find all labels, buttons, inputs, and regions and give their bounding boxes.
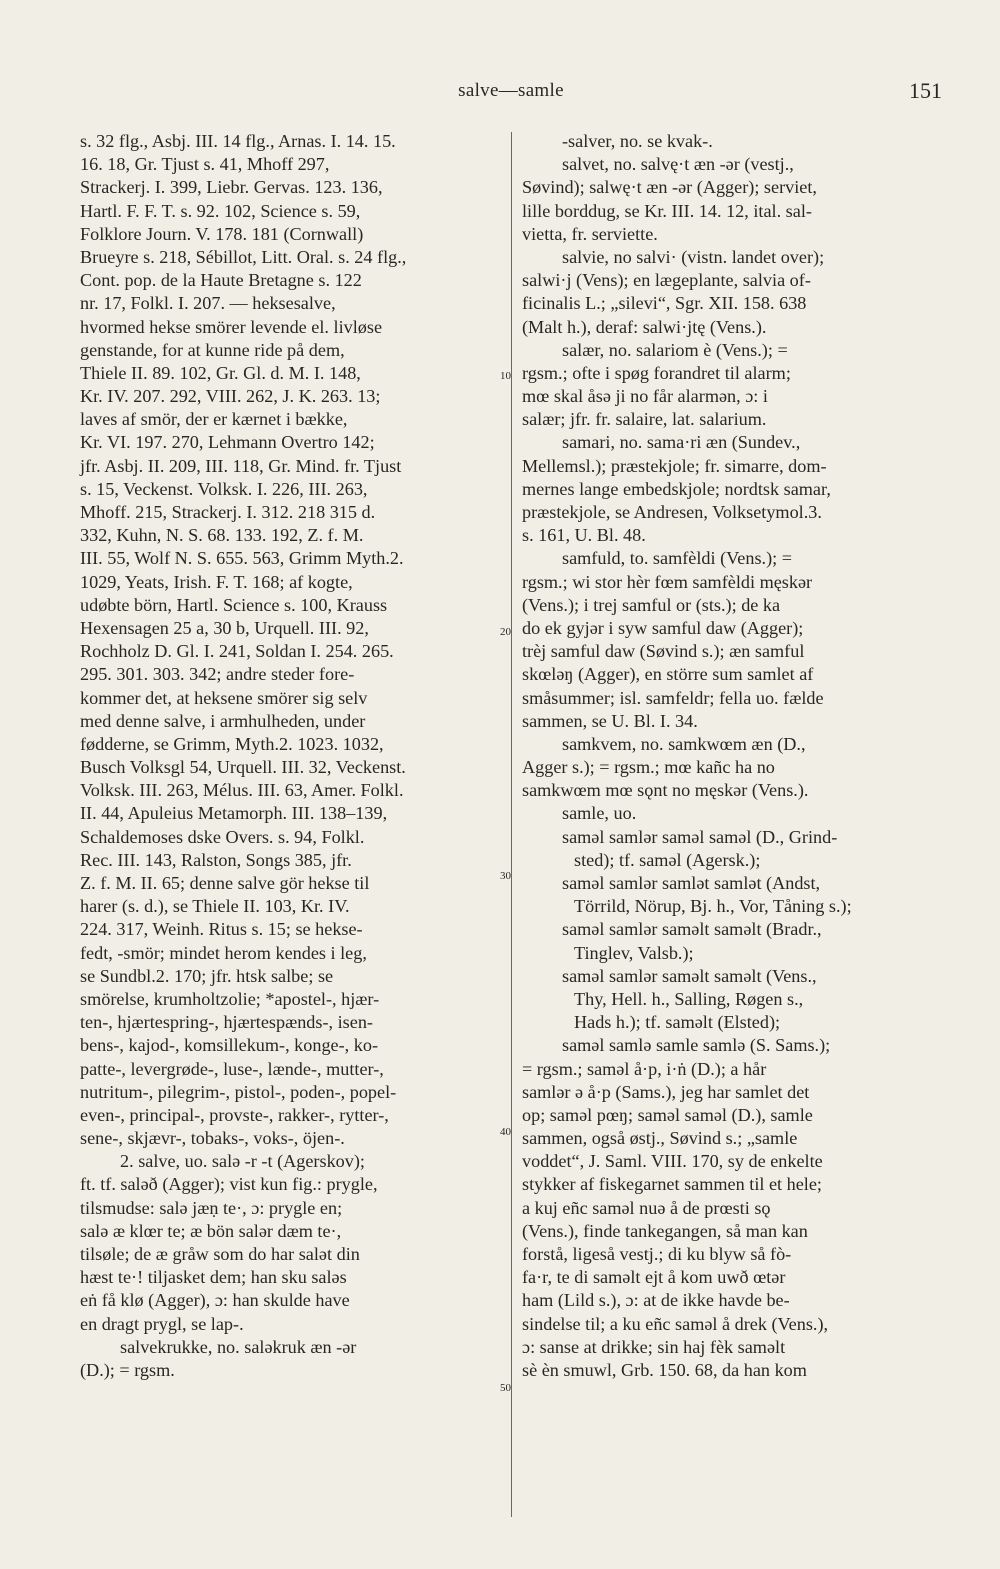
left-column-line: en dragt prygl, se lap-. <box>80 1313 244 1334</box>
left-column-line: 1029, Yeats, Irish. F. T. 168; af kogte, <box>80 571 353 592</box>
right-column-line: trèj samful daw (Søvind s.); æn samful <box>522 641 805 662</box>
left-column-line: Cont. pop. de la Haute Bretagne s. 122 <box>80 270 362 291</box>
right-column-line: småsummer; isl. samfeldr; fella uo. fælde <box>522 687 824 708</box>
line-marker-10: 10 <box>500 370 511 382</box>
column-divider <box>511 132 512 1517</box>
right-column-line: ficinalis L.; „silevi“, Sgr. XII. 158. 638 <box>522 293 807 314</box>
right-column-line: ɔ: sanse at drikke; sin haj fèk samәlt <box>522 1336 786 1357</box>
left-column-line: Schaldemoses dske Overs. s. 94, Folkl. <box>80 826 365 847</box>
left-column-line: tilsøle; de æ gråw som do har salət din <box>80 1244 360 1264</box>
right-column-line: saməl samlər saməlt saməlt (Vens., <box>562 965 817 986</box>
left-column-line: III. 55, Wolf N. S. 655. 563, Grimm Myth.2. <box>80 548 404 569</box>
right-column-line: samari, no. sama·ri æn (Sundev., <box>562 432 801 453</box>
right-column-line: præstekjole, se Andresen, Volksetymol.3. <box>522 502 822 522</box>
left-column-line: Brueyre s. 218, Sébillot, Litt. Oral. s. 24 flg., <box>80 246 407 267</box>
left-column-line: 224. 317, Weinh. Ritus s. 15; se hekse- <box>80 919 363 940</box>
page-number: 151 <box>909 78 942 103</box>
left-column-line: Folklore Journ. V. 178. 181 (Cornwall) <box>80 223 364 244</box>
left-column-line: harer (s. d.), se Thiele II. 103, Kr. IV. <box>80 896 350 917</box>
right-column-line: sè èn smuwl, Grb. 150. 68, da han kom <box>522 1359 807 1380</box>
right-column-line: = rgsm.; saməl å·p, i·ṅ (D.); a hår <box>522 1058 767 1079</box>
right-column-line: stykker af fiskegarnet sammen til et hele; <box>522 1174 822 1195</box>
right-column-line: Thy, Hell. h., Salling, Røgen s., <box>574 988 804 1009</box>
right-column-line: skœləŋ (Agger), en större sum samlet af <box>522 664 814 685</box>
left-column-line: nr. 17, Folkl. I. 207. — heksesalve, <box>80 293 336 314</box>
left-column-line: patte-, levergrøde-, luse-, lænde-, mutter-, <box>80 1058 384 1079</box>
right-column-line: samfuld, to. samfèldi (Vens.); = <box>562 548 792 569</box>
left-column-line: Thiele II. 89. 102, Gr. Gl. d. M. I. 148, <box>80 362 361 383</box>
left-column-line: salvekrukke, no. saləkruk æn -ər <box>120 1336 357 1357</box>
right-column-line: samlər ə å·p (Sams.), jeg har samlet det <box>522 1081 810 1102</box>
left-column-line: Z. f. M. II. 65; denne salve gör hekse til <box>80 873 370 893</box>
right-column-line: rgsm.; wi stor hèr fœm samfèldi męskər <box>522 571 813 592</box>
right-column-line: salwi·j (Vens); en lægeplante, salvia of- <box>522 270 811 291</box>
left-column-line: se Sundbl.2. 170; jfr. htsk salbe; se <box>80 965 334 986</box>
right-column-line: salær, no. salariom è (Vens.); = <box>562 339 788 360</box>
left-column-line: laves af smör, der er kærnet i bække, <box>80 409 348 430</box>
right-column-line: s. 161, U. Bl. 48. <box>522 525 646 546</box>
left-column-line: hvormed hekse smörer levende el. livløse <box>80 316 383 337</box>
right-column-line: saməl samlər saməlt saməlt (Bradr., <box>562 919 822 940</box>
left-column-line: s. 32 flg., Asbj. III. 14 flg., Arnas. I. 14. 15. <box>80 131 396 151</box>
left-column-line: even-, principal-, provste-, rakker-, rytter-, <box>80 1104 389 1125</box>
right-column-line: op; samәl pœŋ; samәl saməl (D.), samle <box>522 1104 813 1125</box>
right-column-line: sindelse til; a ku eñc saməl å drek (Vens.), <box>522 1313 829 1334</box>
right-column-line: do ek gyjər i syw samful daw (Agger); <box>522 617 804 638</box>
left-column-line: s. 15, Veckenst. Volksk. I. 226, III. 263, <box>80 478 368 499</box>
right-column-line: ham (Lild s.), ɔ: at de ikke havde be- <box>522 1290 790 1311</box>
left-column-line: Volksk. III. 263, Mélus. III. 63, Amer. Folkl. <box>80 780 404 801</box>
page-header <box>80 80 942 110</box>
left-column-line: Rochholz D. Gl. I. 241, Soldan I. 254. 265. <box>80 641 394 662</box>
right-column-line: Törrild, Nörup, Bj. h., Vor, Tåning s.); <box>574 896 852 917</box>
left-column <box>80 130 500 1382</box>
right-column-line: sammen, se U. Bl. I. 34. <box>522 710 698 731</box>
left-column-line: Hartl. F. F. T. s. 92. 102, Science s. 59, <box>80 200 361 221</box>
right-column-line: mœ skal åsə ji no får alarmən, ɔ: i <box>522 386 768 407</box>
right-column-line: salvet, no. salvę·t æn -ər (vestj., <box>562 154 794 175</box>
left-column-line: tilsmudse: salə jæṇ te·, ɔ: prygle en; <box>80 1197 343 1218</box>
right-column-line: salær; jfr. fr. salaire, lat. salarium. <box>522 409 767 430</box>
right-column-line: (Vens.); i trej samful or (sts.); de ka <box>522 594 781 615</box>
left-column-line: sene-, skjævr-, tobaks-, voks-, öjen-. <box>80 1128 345 1149</box>
left-column-line: eṅ få klø (Agger), ɔ: han skulde have <box>80 1290 350 1311</box>
line-marker-40: 40 <box>500 1126 511 1138</box>
right-column-line: Tinglev, Valsb.); <box>574 942 694 963</box>
right-column-line: rgsm.; ofte i spøg forandret til alarm; <box>522 362 791 383</box>
left-column-line: fødderne, se Grimm, Myth.2. 1023. 1032, <box>80 733 384 754</box>
left-column-line: bens-, kajod-, komsillekum-, konge-, ko- <box>80 1035 379 1056</box>
right-column-line: sammen, også østj., Søvind s.; „samle <box>522 1128 798 1149</box>
right-column-line: Mellemsl.); præstekjole; fr. simarre, dom- <box>522 455 827 476</box>
right-column-line: fa·r, te di samәlt ejt å kom uwð œtər <box>522 1267 786 1288</box>
left-column-line: med denne salve, i armhulheden, under <box>80 710 366 731</box>
right-column-line: (Malt h.), deraf: salwi·jtę (Vens.). <box>522 316 767 337</box>
left-column-line: 16. 18, Gr. Tjust s. 41, Mhoff 297, <box>80 154 330 175</box>
left-column-line: II. 44, Apuleius Metamorph. III. 138–139, <box>80 803 388 824</box>
right-column-line: saməl samlər samlət samlət (Andst, <box>562 873 821 893</box>
left-column-line: Rec. III. 143, Ralston, Songs 385, jfr. <box>80 849 352 870</box>
right-column-line: samle, uo. <box>562 803 637 824</box>
left-column-line: 295. 301. 303. 342; andre steder fore- <box>80 664 355 685</box>
right-column-line: samkwœm mœ sǫnt no męskər (Vens.). <box>522 780 809 801</box>
left-column-line: smörelse, krumholtzolie; *apostel-, hjær- <box>80 988 380 1009</box>
left-column-line: fedt, -smör; mindet herom kendes i leg, <box>80 942 367 963</box>
right-column-line: -salver, no. se kvak-. <box>562 131 713 151</box>
right-column-line: a kuj eñc saməl nuə å de prœsti sǫ <box>522 1197 771 1218</box>
line-marker-30: 30 <box>500 870 511 882</box>
line-marker-50: 50 <box>500 1382 511 1394</box>
right-column-line: voddet“, J. Saml. VIII. 170, sy de enkelte <box>522 1151 823 1172</box>
left-column-line: Kr. VI. 197. 270, Lehmann Overtro 142; <box>80 432 375 453</box>
left-column-line: jfr. Asbj. II. 209, III. 118, Gr. Mind. fr. Tjust <box>80 455 402 476</box>
left-column-line: Strackerj. I. 399, Liebr. Gervas. 123. 136, <box>80 177 383 198</box>
left-column-line: ten-, hjærtespring-, hjærtespænds-, isen- <box>80 1012 373 1033</box>
right-column <box>522 130 947 1382</box>
left-column-line: genstande, for at kunne ride på dem, <box>80 339 345 360</box>
right-column-line: salvie, no salvi· (vistn. landet over); <box>562 246 825 267</box>
right-column-line: saməl samlə samle samlə (S. Sams.); <box>562 1035 831 1056</box>
left-column-line: 332, Kuhn, N. S. 68. 133. 192, Z. f. M. <box>80 525 364 546</box>
left-column-line: (D.); = rgsm. <box>80 1359 175 1380</box>
left-column-line: Hexensagen 25 a, 30 b, Urquell. III. 92, <box>80 617 369 638</box>
left-column-line: ft. tf. saləð (Agger); vist kun fig.: prygle, <box>80 1174 378 1195</box>
right-column-line: lille borddug, se Kr. III. 14. 12, ital. sal- <box>522 200 812 221</box>
right-column-line: (Vens.), finde tankegangen, så man kan <box>522 1220 808 1241</box>
right-column-line: forstå, ligeså vestj.; di ku blyw så fò- <box>522 1244 792 1264</box>
right-column-line: sted); tf. saməl (Agersk.); <box>574 849 761 870</box>
left-column-line: Kr. IV. 207. 292, VIII. 262, J. K. 263. 13; <box>80 386 381 407</box>
left-column-line: 2. salve, uo. salə -r -t (Agerskov); <box>120 1151 365 1172</box>
right-column-line: mernes lange embedskjole; nordtsk samar, <box>522 478 831 499</box>
right-column-line: Søvind); salwę·t æn -ər (Agger); serviet, <box>522 177 817 198</box>
right-column-line: vietta, fr. serviette. <box>522 223 658 244</box>
right-column-line: Agger s.); = rgsm.; mœ kañc ha no <box>522 757 775 778</box>
right-column-line: Hads h.); tf. samәlt (Elsted); <box>574 1012 781 1033</box>
left-column-line: Mhoff. 215, Strackerj. I. 312. 218 315 d. <box>80 502 376 522</box>
left-column-line: hæst te·! tiljasket dem; han sku saləs <box>80 1267 347 1288</box>
left-column-line: kommer det, at heksene smörer sig selv <box>80 687 368 708</box>
left-column-line: nutritum-, pilegrim-, pistol-, poden-, popel- <box>80 1081 397 1102</box>
running-head: salve—samle <box>458 80 564 101</box>
left-column-line: salə æ klœr te; æ bön salər dæm te·, <box>80 1220 342 1241</box>
line-marker-20: 20 <box>500 626 511 638</box>
right-column-line: saməl samlər saməl saməl (D., Grind- <box>562 826 838 847</box>
left-column-line: udøbte börn, Hartl. Science s. 100, Krauss <box>80 594 388 615</box>
left-column-line: Busch Volksgl 54, Urquell. III. 32, Veckenst. <box>80 757 406 778</box>
right-column-line: samkvem, no. samkwœm æn (D., <box>562 733 806 754</box>
